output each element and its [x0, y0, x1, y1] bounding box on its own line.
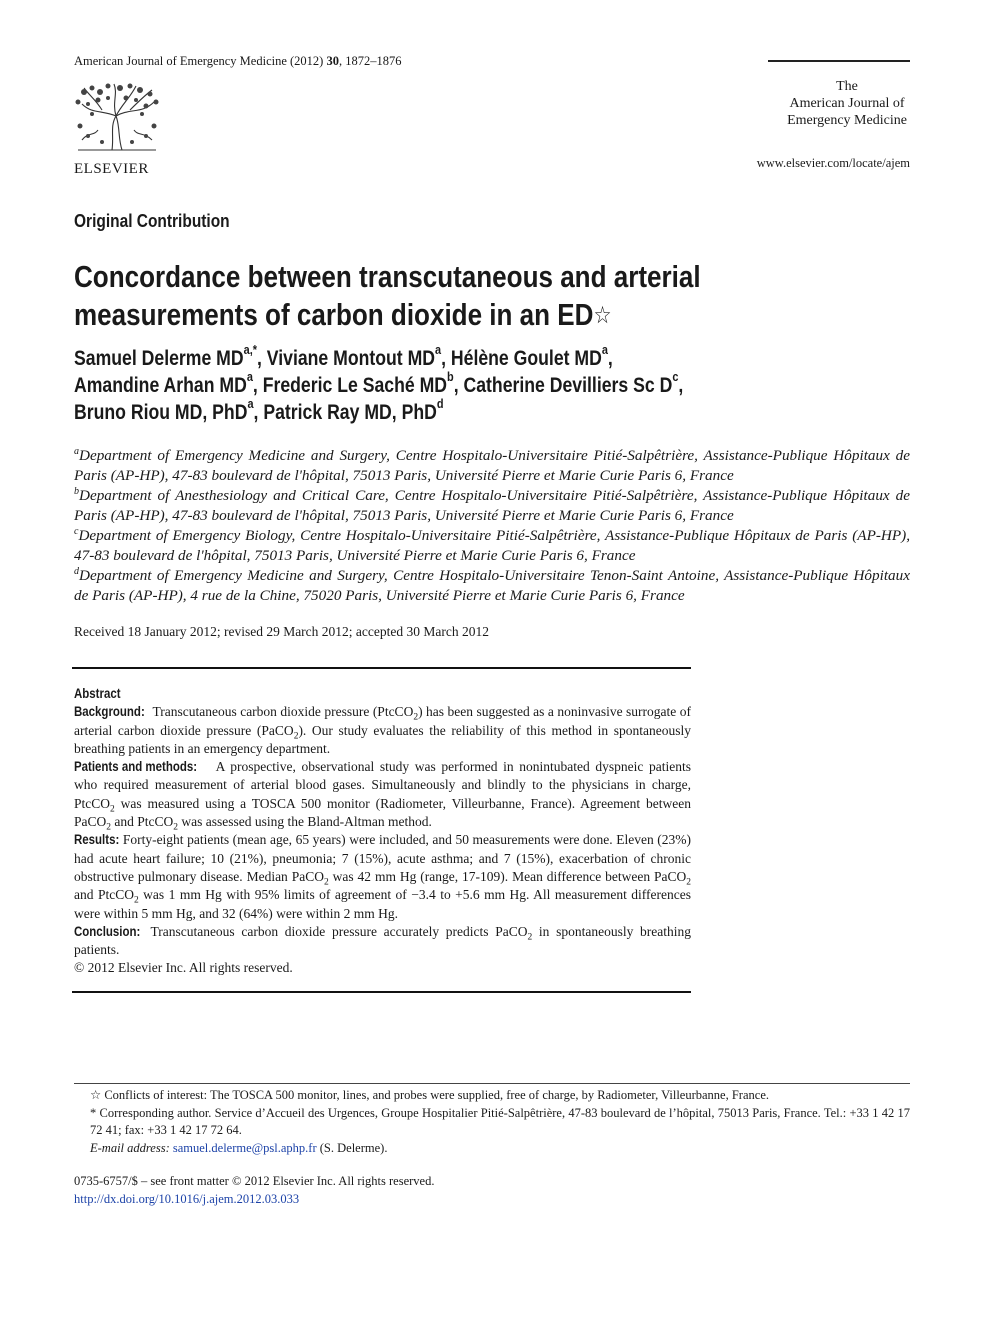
- subscript: 2: [323, 877, 329, 888]
- affiliation-text: Department of Anesthesiology and Critical Care, Centre Hospitalo-Universitaire Pitié-Salpêtrière, Assistance-Publique Hôpitaux de Paris (AP-HP), 47-83 boulevard de l'hôpital, 75013 Paris, Université Pierre et Marie Curie Paris 6, France: [74, 487, 910, 524]
- abstract-text: and PtcCO: [74, 887, 134, 903]
- title-star-footnote[interactable]: ☆: [593, 301, 612, 329]
- affiliation: [74, 566, 910, 606]
- subscript: 2: [106, 822, 112, 833]
- footnote-text: Conflicts of interest: The TOSCA 500 monitor, lines, and probes were supplied, free of charge, by Radiometer, Villeurbanne, France.: [104, 1088, 769, 1102]
- affiliation: [74, 446, 910, 486]
- title-line: Concordance between transcutaneous and arterial: [74, 259, 701, 294]
- author-affiliation-mark: c: [672, 369, 679, 384]
- author-name: Catherine Devilliers Sc D: [463, 374, 673, 397]
- author-separator: ,: [256, 347, 267, 370]
- email-label: E-mail address:: [90, 1140, 170, 1155]
- subscript: 2: [173, 822, 179, 833]
- author-affiliation-mark: a: [435, 342, 442, 357]
- journal-logo: [768, 78, 910, 129]
- affiliation: [74, 526, 910, 566]
- footnote-asterisk-mark: *: [90, 1105, 97, 1120]
- abstract-heading: Abstract: [74, 686, 121, 701]
- journal-logo-line: Emergency Medicine: [787, 113, 907, 128]
- abstract-text: was assessed using the Bland-Altman method.: [178, 814, 432, 830]
- email-link[interactable]: samuel.delerme@psl.aphp.fr: [172, 1140, 317, 1155]
- title-line: measurements of carbon dioxide in an ED: [74, 297, 594, 332]
- affiliation-key: b: [74, 485, 79, 497]
- author-name: Viviane Montout MD: [266, 347, 436, 370]
- front-matter: [74, 1173, 434, 1208]
- abstract-text: ) has been suggested as a noninvasive surrogate of arterial carbon dioxide pressure (PaCO: [74, 704, 691, 738]
- author-name: Patrick Ray MD, PhD: [263, 401, 437, 424]
- affiliation-text: Department of Emergency Medicine and Surgery, Centre Hospitalo-Universitaire Tenon-Saint Antoine, Assistance-Publique Hôpitaux de Paris (AP-HP), 4 rue de la Chine, 75020 Paris, Université Pierre et Marie Curie Paris 6, France: [74, 567, 910, 604]
- journal-logo-rule: [768, 60, 910, 62]
- footnote-star-mark: ☆: [90, 1088, 102, 1102]
- footnote-text: Corresponding author. Service d’Accueil des Urgences, Groupe Hospitalier Pitié-Salpêtrière, 47-83 boulevard de l’hôpital, 75013 Paris, France. Tel.: +33 1 42 17 72 41; fax: +33 1 42 17 72 64.: [90, 1105, 911, 1137]
- footnote-email: [74, 1140, 910, 1158]
- citation-pages: , 1872–1876: [338, 54, 402, 68]
- abstract-text: Transcutaneous carbon dioxide pressure accurately predicts PaCO: [144, 923, 528, 939]
- abstract-label: Conclusion:: [74, 923, 141, 939]
- journal-logo-line: American Journal of: [789, 96, 905, 111]
- author-separator: ,: [252, 374, 263, 397]
- article-section: Original Contribution: [74, 211, 230, 231]
- abstract-text: was 1 mm Hg with 95% limits of agreement of −3.4 to +5.6 mm Hg. All measurement differences were within 5 mm Hg, and 32 (64%) were within 2 mm Hg.: [74, 887, 692, 921]
- subscript: 2: [293, 731, 299, 742]
- affiliations: [74, 446, 910, 606]
- abstract-label: Results:: [74, 832, 120, 848]
- subscript: 2: [133, 895, 139, 906]
- affiliation-text: Department of Emergency Biology, Centre Hospitalo-Universitaire Pitié-Salpêtrière, Assistance-Publique Hôpitaux de Paris (AP-HP), 47-83 boulevard de l'hôpital, 75013 Paris, Université Pierre et Marie Curie Paris 6, France: [74, 527, 910, 564]
- footnote-rule: [74, 1083, 910, 1084]
- author-affiliation-mark: a: [247, 396, 254, 411]
- subscript: 2: [686, 877, 692, 888]
- abstract-text: and PtcCO: [111, 814, 174, 830]
- abstract: [74, 685, 691, 978]
- author-list: [74, 342, 880, 426]
- abstract-background: [74, 703, 691, 758]
- affiliation-key: d: [74, 565, 79, 577]
- abstract-conclusion: [74, 923, 691, 960]
- journal-citation: [74, 54, 401, 69]
- journal-logo-line: The: [836, 79, 858, 94]
- author-separator: ,: [253, 401, 264, 424]
- author-affiliation-mark: b: [447, 369, 454, 384]
- affiliation-key: c: [74, 525, 79, 537]
- affiliation-text: Department of Emergency Medicine and Surgery, Centre Hospitalo-Universitaire Pitié-Salpêtrière, Assistance-Publique Hôpitaux de Paris (AP-HP), 47-83 boulevard de l'hôpital, 75013 Paris, Université Pierre et Marie Curie Paris 6, France: [74, 447, 910, 484]
- abstract-text: ). Our study evaluates the reliability of this method in spontaneously breathing patients in an emergency department.: [74, 722, 691, 756]
- elsevier-tree-icon: [72, 80, 162, 156]
- elsevier-logo: [72, 80, 164, 178]
- author-affiliation-mark: d: [436, 396, 444, 411]
- issn-line: 0735-6757/$ – see front matter © 2012 Elsevier Inc. All rights reserved.: [74, 1174, 435, 1188]
- abstract-text: was measured using a TOSCA 500 monitor (Radiometer, Villeurbanne, France). Agreement between PaCO: [74, 795, 691, 830]
- journal-url[interactable]: www.elsevier.com/locate/ajem: [756, 156, 910, 170]
- subscript: 2: [413, 712, 419, 723]
- author-name: Samuel Delerme MD: [74, 347, 244, 370]
- author-separator: ,: [607, 347, 613, 370]
- abstract-text: Transcutaneous carbon dioxide pressure (PtcCO: [149, 704, 414, 720]
- author-name: Amandine Arhan MD: [74, 374, 247, 397]
- abstract-text: A prospective, observational study was performed in nonintubated dyspneic patients who required measurement of arterial blood gases. Simultaneously and blindly to the physicians in charge, PtcCO: [74, 759, 691, 811]
- author-affiliation-mark: a,*: [243, 342, 257, 357]
- footnote-conflicts: [74, 1087, 910, 1105]
- abstract-results: [74, 831, 691, 922]
- affiliation: [74, 486, 910, 526]
- abstract-methods: [74, 758, 691, 831]
- author-name: Bruno Riou MD, PhD: [74, 401, 248, 424]
- doi-link[interactable]: http://dx.doi.org/10.1016/j.ajem.2012.03.033: [74, 1191, 300, 1206]
- author-name: Frederic Le Saché MD: [262, 374, 448, 397]
- abstract-text: in spontaneously breathing patients.: [74, 923, 691, 958]
- citation-journal: American Journal of Emergency Medicine (2012): [74, 54, 324, 68]
- footnote-corresponding: [74, 1105, 910, 1140]
- author-affiliation-mark: a: [246, 369, 253, 384]
- citation-volume: 30: [326, 54, 339, 68]
- abstract-text: Forty-eight patients (mean age, 65 years) were included, and 50 measurements were done. Eleven (23%) had acute heart failure; 10 (21%), pneumonia; 7 (15%), acute asthma; and 7 (15%), exacerbation of chronic obstructive pulmonary disease. Median PaCO: [74, 832, 691, 884]
- abstract-label: Background:: [74, 704, 145, 720]
- affiliation-key: a: [74, 445, 79, 457]
- author-affiliation-mark: a: [601, 342, 608, 357]
- author-name: Hélène Goulet MD: [450, 347, 602, 370]
- abstract-top-rule: [72, 667, 691, 669]
- subscript: 2: [527, 932, 533, 943]
- abstract-label: Patients and methods:: [74, 759, 198, 775]
- author-separator: ,: [441, 347, 451, 370]
- abstract-text: was 42 mm Hg (range, 17-109). Mean difference between PaCO: [328, 868, 687, 884]
- abstract-copyright: © 2012 Elsevier Inc. All rights reserved.: [74, 960, 293, 976]
- article-title: [74, 258, 830, 334]
- subscript: 2: [110, 804, 115, 815]
- email-owner: (S. Delerme).: [316, 1140, 388, 1155]
- author-separator: ,: [678, 374, 684, 397]
- author-separator: ,: [453, 374, 464, 397]
- article-history: Received 18 January 2012; revised 29 March 2012; accepted 30 March 2012: [74, 624, 489, 639]
- footnotes: [74, 1087, 910, 1157]
- publisher-wordmark: ELSEVIER: [74, 161, 149, 177]
- abstract-bottom-rule: [72, 991, 691, 993]
